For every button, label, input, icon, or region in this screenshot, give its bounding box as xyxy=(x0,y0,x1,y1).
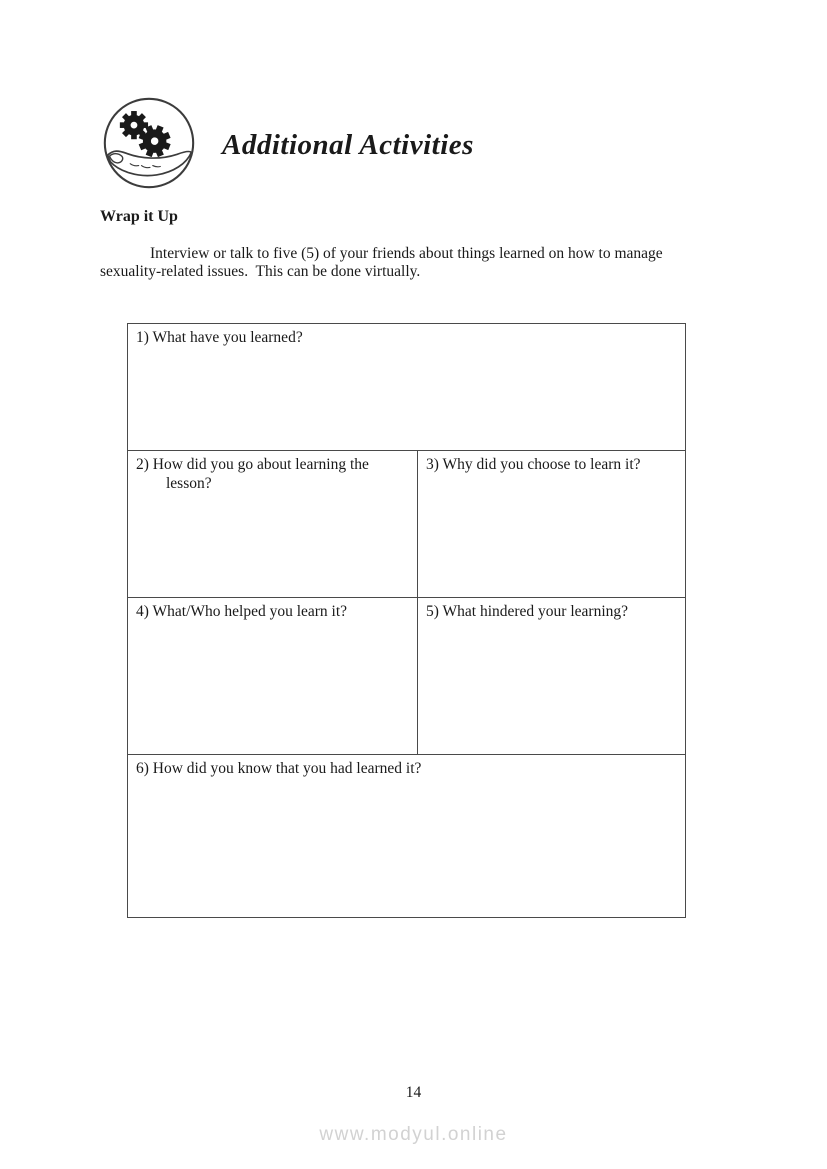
question-cell-2: 2) How did you go about learning the lesson? xyxy=(128,451,418,598)
instructions-paragraph: Interview or talk to five (5) of your friends about things learned on how to manage sexuality-related issues. This can be done virtually. xyxy=(100,245,667,281)
question-cell-3: 3) Why did you choose to learn it? xyxy=(418,451,686,598)
table-row xyxy=(128,755,686,918)
watermark-text: www.modyul.online xyxy=(319,1124,508,1145)
question-cell-5: 5) What hindered your learning? xyxy=(418,598,686,755)
question-cell-4: 4) What/Who helped you learn it? xyxy=(128,598,418,755)
worksheet-table xyxy=(127,323,686,918)
page-number: 14 xyxy=(405,1084,422,1101)
gears-on-hand-icon xyxy=(102,96,196,190)
table-row xyxy=(128,598,686,755)
page-title: Additional Activities xyxy=(222,129,474,161)
question-cell-6: 6) How did you know that you had learned it? xyxy=(128,755,686,918)
table-row xyxy=(128,324,686,451)
table-row xyxy=(128,451,686,598)
question-cell-1: 1) What have you learned? xyxy=(128,324,686,451)
section-heading: Wrap it Up xyxy=(100,208,178,225)
